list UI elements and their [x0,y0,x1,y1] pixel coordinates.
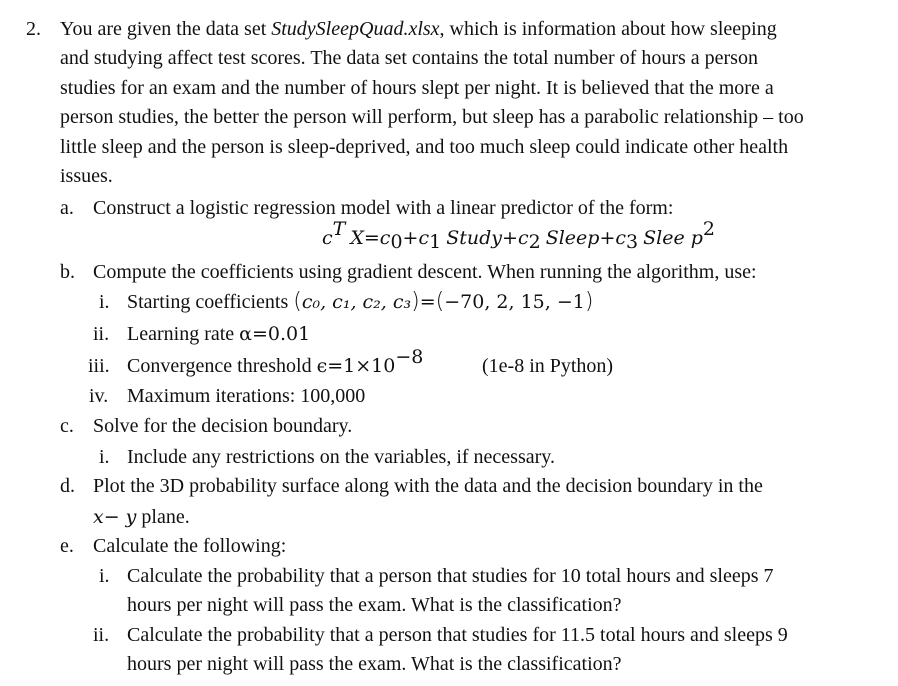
part-e-item-ii-line1: Calculate the probability that a person that studies for 11.5 total hours and sleeps 9 [127,624,788,646]
intro-line-1 [60,17,777,41]
python-note: (1e-8 in Python) [482,355,614,377]
intro-line-6: issues. [60,165,113,187]
part-b-item-i-label: i. [99,291,110,313]
part-c-item-i-label: i. [99,446,110,468]
part-b-item-iii: Convergence threshold $\epsilon=1\times 10^{-8}$ [127,346,424,377]
part-e-item-ii-line2: hours per night will pass the exam. What is the classification? [127,653,622,675]
part-d-text: Plot the 3D probability surface along with the data and the decision boundary in the [93,475,763,497]
part-a-label: a. [60,197,74,219]
part-b-label: b. [60,261,75,283]
part-e-item-i-label: i. [99,565,110,587]
part-a-text: Construct a logistic regression model with a linear predictor of the form: [93,197,674,219]
part-b-item-i: Starting coefficients (c₀, c₁, c₂, c₃)=(−70, 2, 15, −1) [127,289,594,314]
part-b-item-iii-label: iii. [88,355,110,377]
part-b-text: Compute the coefficients using gradient descent. When running the algorithm, use: [93,261,757,283]
part-e-item-ii-label: ii. [93,624,110,646]
part-d-label: d. [60,475,75,497]
part-e-label: e. [60,535,74,557]
part-e-item-i-line1: Calculate the probability that a person that studies for 10 total hours and sleeps 7 [127,565,774,587]
part-b-item-iv-label: iv. [89,385,109,407]
part-c-item-i: Include any restrictions on the variables, if necessary. [127,446,555,468]
dataset-filename: StudySleepQuad.xlsx [271,18,440,40]
problem-number: 2. [26,18,41,40]
part-e-item-i-line2: hours per night will pass the exam. What is the classification? [127,594,622,616]
intro-text-after: , which is information about how sleeping [439,18,777,40]
intro-text-before: You are given the data set [60,18,272,40]
intro-line-2: and studying affect test scores. The data set contains the total number of hours a person [60,47,758,69]
part-e-text: Calculate the following: [93,535,287,557]
linear-predictor-equation: $c^T$ $X=c_0+c_1$ $Study+c_2$ $Sleep+c_3$ Slee $p^2$ [322,218,715,253]
intro-line-5: little sleep and the person is sleep-deprived, and too much sleep could indicate other health [60,136,789,158]
part-b-item-ii: Learning rate α=0.01 [127,323,311,345]
part-c-label: c. [60,415,74,437]
intro-line-4: person studies, the better the person will perform, but sleep has a parabolic relationship – too [60,106,804,128]
intro-line-3: studies for an exam and the number of hours slept per night. It is believed that the more a [60,77,774,99]
part-b-item-ii-label: ii. [93,323,110,345]
part-c-text: Solve for the decision boundary. [93,415,353,437]
part-d-continuation: x− y plane. [93,506,190,528]
part-b-item-iv: Maximum iterations: 100,000 [127,385,366,407]
